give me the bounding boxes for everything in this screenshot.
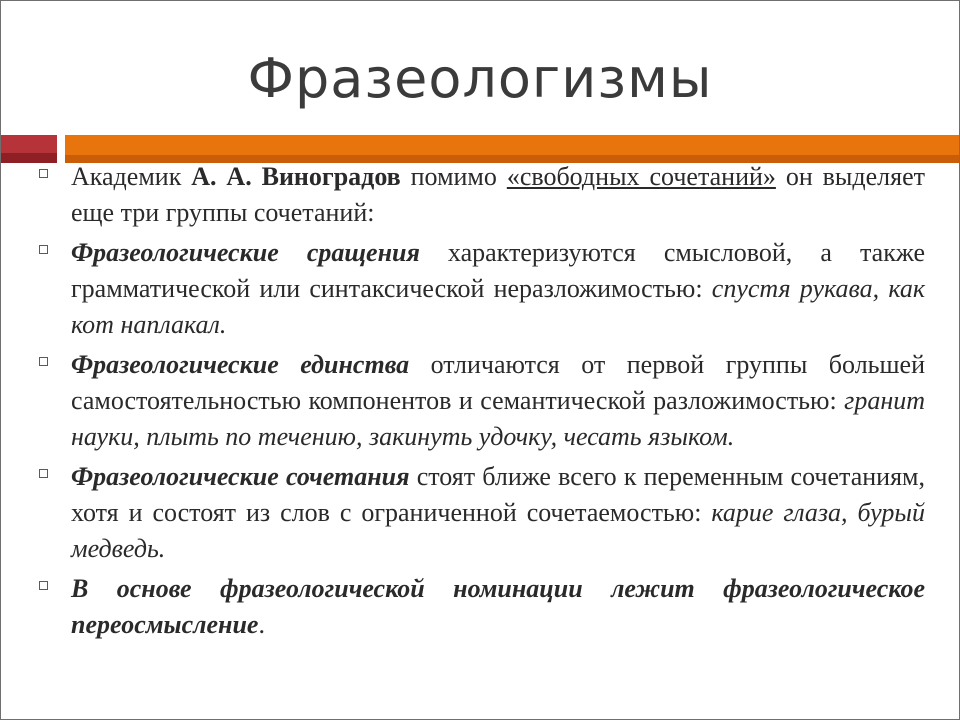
term-combinations: Фразеологические сочетания (71, 462, 410, 491)
intro-prefix: Академик (71, 162, 192, 191)
bullet-list (37, 159, 925, 643)
term-fusions: Фразеологические сращения (71, 238, 420, 267)
intro-rest: он выделяет еще три группы сочетаний: (71, 162, 925, 227)
unities-examples: гранит науки, плыть по течению, закинуть удочку, чесать языком. (71, 386, 925, 451)
list-item-intro (37, 159, 925, 231)
list-item-conclusion (37, 571, 925, 643)
combinations-examples: карие глаза, бурый медведь. (71, 498, 925, 563)
unities-text: отличаются от первой группы большей самостоятельностью компонентов и семантической разложимостью: (71, 350, 925, 415)
square-bullet-icon (39, 245, 48, 254)
square-bullet-icon (39, 357, 48, 366)
intro-mid: помимо (400, 162, 507, 191)
free-combinations-link[interactable]: «свободных сочетаний» (506, 162, 776, 191)
scholar-name: А. А. Виноградов (191, 162, 401, 191)
square-bullet-icon (39, 469, 48, 478)
combinations-text: стоят ближе всего к переменным сочетаниям, хотя и состоят из слов с ограниченной сочетаемостью: (71, 462, 925, 527)
square-bullet-icon (39, 169, 48, 178)
conclusion-text: В основе фразеологической номинации лежит фразеологическое переосмысление (71, 574, 925, 639)
term-unities: Фразеологические единства (71, 350, 410, 379)
list-item-combinations (37, 459, 925, 567)
slide-title: Фразеологизмы (247, 47, 713, 110)
square-bullet-icon (39, 581, 48, 590)
conclusion-end: . (258, 610, 265, 639)
fusions-text: характеризуются смысловой, а также грамматической или синтаксической неразложимостью: (71, 238, 925, 303)
list-item-fusions (37, 235, 925, 343)
list-item-unities (37, 347, 925, 455)
fusions-examples: спустя рукава, как кот наплакал. (71, 274, 925, 339)
